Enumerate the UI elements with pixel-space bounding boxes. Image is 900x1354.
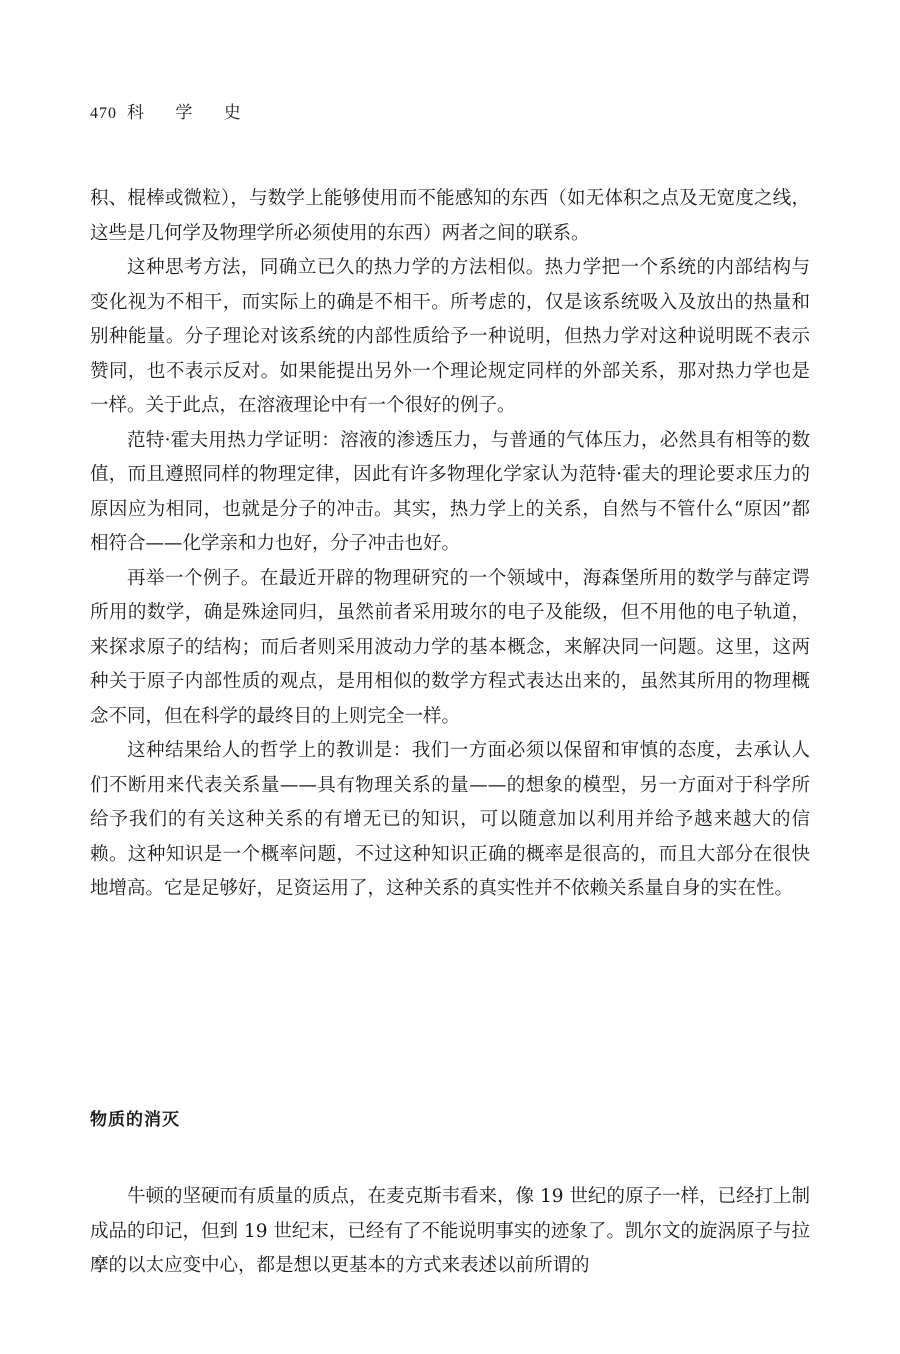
running-header	[90, 98, 254, 123]
running-title: 科 学 史	[127, 103, 254, 123]
section-text	[90, 1180, 810, 1284]
paragraph: 再举一个例子。在最近开辟的物理研究的一个领域中，海森堡所用的数学与薛定谔所用的数学，确是殊途同归，虽然前者采用玻尔的电子及能级，但不用他的电子轨道，来探求原子的结构；而后者则采用波动力学的基本概念，来解决同一问题。这里，这两种关于原子内部性质的观点，是用相似的数学方程式表达出来的，虽然其所用的物理概念不同，但在科学的最终目的上则完全一样。	[90, 567, 810, 727]
page-number: 470	[90, 105, 117, 122]
paragraph: 牛顿的坚硬而有质量的质点，在麦克斯韦看来，像 19 世纪的原子一样，已经打上制成品的印记，但到 19 世纪末，已经有了不能说明事实的迹象了。凯尔文的旋涡原子与拉摩的以太应变中心，都是想以更基本的方式来表述以前所谓的	[90, 1186, 810, 1276]
main-text	[90, 182, 810, 907]
paragraph: 范特·霍夫用热力学证明：溶液的渗透压力，与普通的气体压力，必然具有相等的数值，而且遵照同样的物理定律，因此有许多物理化学家认为范特·霍夫的理论要求压力的原因应为相同，也就是分子的冲击。其实，热力学上的关系，自然与不管什么“原因”都相符合——化学亲和力也好，分子冲击也好。	[90, 429, 810, 554]
paragraph: 这种思考方法，同确立已久的热力学的方法相似。热力学把一个系统的内部结构与变化视为不相干，而实际上的确是不相干。所考虑的，仅是该系统吸入及放出的热量和别种能量。分子理论对该系统的内部性质给予一种说明，但热力学对这种说明既不表示赞同，也不表示反对。如果能提出另外一个理论规定同样的外部关系，那对热力学也是一样。关于此点，在溶液理论中有一个很好的例子。	[90, 257, 810, 416]
section-heading: 物质的消灭	[90, 1110, 180, 1130]
paragraph: 这种结果给人的哲学上的教训是：我们一方面必须以保留和审慎的态度，去承认人们不断用来代表关系量——具有物理关系的量——的想象的模型，另一方面对于科学所给予我们的有关这种关系的有增无已的知识，可以随意加以利用并给予越来越大的信赖。这种知识是一个概率问题，不过这种知识正确的概率是很高的，而且大部分在很快地增高。它是足够好，足资运用了，这种关系的真实性并不依赖关系量自身的实在性。	[90, 740, 810, 899]
paragraph-continued: 积、棍棒或微粒），与数学上能够使用而不能感知的东西（如无体积之点及无宽度之线，这些是几何学及物理学所必须使用的东西）两者之间的联系。	[90, 188, 810, 244]
